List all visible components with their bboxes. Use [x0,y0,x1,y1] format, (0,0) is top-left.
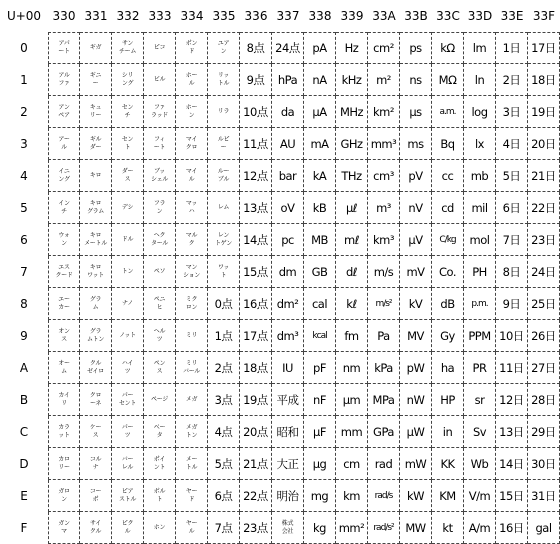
glyph-cell: pW [400,352,432,384]
glyph-cell: kΩ [432,32,464,64]
glyph-cell: μg [304,448,336,480]
glyph-cell: ホー ン [176,96,208,128]
row-header: F [20,521,28,535]
glyph-cell: ポイ ント [144,448,176,480]
glyph-cell: HP [432,384,464,416]
glyph-cell: 23日 [528,224,560,256]
glyph-cell: ファ ラッド [144,96,176,128]
glyph-cell: レム [208,192,240,224]
column-header: 333 [148,9,172,23]
glyph-cell: 13日 [496,416,528,448]
column-header: 33F [532,9,556,23]
glyph-cell: 株式 会社 [272,512,304,544]
glyph-cell: ヘク タール [144,224,176,256]
glyph-cell: ギニ ー [80,64,112,96]
glyph-cell: 8日 [496,256,528,288]
glyph-cell: ホー ル [176,64,208,96]
glyph-cell: 1点 [208,320,240,352]
glyph-cell: パー ツ [112,416,144,448]
glyph-cell: ペニ ヒ [144,288,176,320]
row-header: 2 [20,105,28,119]
row-header: 9 [20,329,28,343]
glyph-cell: 21日 [528,160,560,192]
glyph-cell: ポン ド [176,32,208,64]
glyph-cell: nm [336,352,368,384]
glyph-cell: 14点 [240,224,272,256]
glyph-cell: nF [304,384,336,416]
glyph-cell: ピア ストル [112,480,144,512]
glyph-cell: ペソ [144,256,176,288]
glyph-cell: キロ メートル [80,224,112,256]
glyph-cell: MV [400,320,432,352]
glyph-cell: 24日 [528,256,560,288]
glyph-cell: コル ナ [80,448,112,480]
glyph-cell: Gy [432,320,464,352]
column-header: 33E [500,9,524,23]
glyph-cell: 15点 [240,256,272,288]
glyph-cell: μℓ [336,192,368,224]
glyph-cell: 12日 [496,384,528,416]
glyph-cell: mV [400,256,432,288]
glyph-cell: ルー ブル [208,160,240,192]
glyph-cell: μV [400,224,432,256]
glyph-cell: dm³ [272,320,304,352]
glyph-cell: 5点 [208,448,240,480]
glyph-cell: ケー ス [80,416,112,448]
glyph-cell: クル ゼイロ [80,352,112,384]
glyph-cell: AU [272,128,304,160]
glyph-cell: ヤー ド [176,480,208,512]
row-header: C [19,425,29,439]
glyph-cell: Sv [464,416,496,448]
glyph-cell: cm³ [368,160,400,192]
glyph-cell: リラ [208,96,240,128]
glyph-cell: エス クード [48,256,80,288]
glyph-cell: メガ [176,384,208,416]
glyph-cell: mb [464,160,496,192]
glyph-cell: kcal [304,320,336,352]
glyph-cell: kt [432,512,464,544]
glyph-cell: シリ ング [112,64,144,96]
glyph-cell: セン チ [112,96,144,128]
glyph-cell: dm² [272,288,304,320]
glyph-cell: グラ ム [80,288,112,320]
glyph-cell: 13点 [240,192,272,224]
glyph-cell: mm³ [368,128,400,160]
corner-label: U+00 [6,9,42,23]
glyph-cell: μm [336,384,368,416]
glyph-cell: Wb [464,448,496,480]
glyph-cell: フラ ン [144,192,176,224]
glyph-cell: 平成 [272,384,304,416]
glyph-cell: ユア ン [208,32,240,64]
glyph-cell: pA [304,32,336,64]
glyph-cell: ダー ス [112,160,144,192]
glyph-cell: ヤー ル [176,512,208,544]
glyph-cell: nA [304,64,336,96]
row-header: 0 [20,41,28,55]
glyph-cell: dm [272,256,304,288]
glyph-cell: 16点 [240,288,272,320]
glyph-cell: 11点 [240,128,272,160]
glyph-cell: キュ リー [80,96,112,128]
glyph-cell: ms [400,128,432,160]
glyph-cell: kA [304,160,336,192]
glyph-cell: ウォ ン [48,224,80,256]
glyph-cell: 29日 [528,416,560,448]
glyph-cell: 14日 [496,448,528,480]
glyph-cell: mA [304,128,336,160]
glyph-cell: ページ [144,384,176,416]
glyph-cell: pc [272,224,304,256]
glyph-cell: rad/s² [368,512,400,544]
glyph-cell: 6日 [496,192,528,224]
glyph-cell: 27日 [528,352,560,384]
glyph-cell: 22点 [240,480,272,512]
glyph-cell: cm [336,448,368,480]
glyph-cell: KM [432,480,464,512]
glyph-cell: V/m [464,480,496,512]
glyph-cell: アル ファ [48,64,80,96]
glyph-cell: ln [464,64,496,96]
glyph-cell: カイ リ [48,384,80,416]
column-header: 335 [212,9,236,23]
row-header: 4 [20,169,28,183]
glyph-cell: GPa [368,416,400,448]
glyph-cell: pF [304,352,336,384]
glyph-cell: 9日 [496,288,528,320]
glyph-cell: サイ クル [80,512,112,544]
glyph-cell: fm [336,320,368,352]
glyph-cell: 19点 [240,384,272,416]
glyph-cell: bar [272,160,304,192]
column-header: 332 [116,9,140,23]
glyph-cell: 12点 [240,160,272,192]
glyph-cell: hPa [272,64,304,96]
glyph-cell: グラ ムトン [80,320,112,352]
glyph-cell: 11日 [496,352,528,384]
glyph-cell: in [432,416,464,448]
glyph-cell: 26日 [528,320,560,352]
glyph-cell: ブッ シェル [144,160,176,192]
row-header: 8 [20,297,28,311]
glyph-cell: m/s² [368,288,400,320]
column-header: 33D [467,9,493,23]
glyph-cell: ルピ ー [208,128,240,160]
glyph-cell: トン [112,256,144,288]
glyph-cell: lm [464,32,496,64]
glyph-cell: コー ポ [80,480,112,512]
glyph-cell: m³ [368,192,400,224]
glyph-cell: a.m. [432,96,464,128]
glyph-cell: sr [464,384,496,416]
glyph-cell: 22日 [528,192,560,224]
column-header: 331 [84,9,108,23]
column-header: 334 [180,9,204,23]
glyph-cell: ガン マ [48,512,80,544]
glyph-cell: kg [304,512,336,544]
row-header: 6 [20,233,28,247]
glyph-cell: GHz [336,128,368,160]
glyph-cell: μW [400,416,432,448]
glyph-cell: マン ション [176,256,208,288]
glyph-cell: PPM [464,320,496,352]
glyph-cell: サン チーム [112,32,144,64]
glyph-cell: ns [400,64,432,96]
glyph-cell: 7点 [208,512,240,544]
glyph-cell: km [336,480,368,512]
glyph-cell: 10日 [496,320,528,352]
glyph-cell: 5日 [496,160,528,192]
glyph-cell: ガロ ン [48,480,80,512]
glyph-cell: μs [400,96,432,128]
glyph-cell: ギル ダー [80,128,112,160]
glyph-cell: 25日 [528,288,560,320]
glyph-cell: マイ ル [176,160,208,192]
glyph-cell: IU [272,352,304,384]
glyph-cell: 20日 [528,128,560,160]
glyph-cell: アパ ート [48,32,80,64]
glyph-cell: PH [464,256,496,288]
glyph-cell: kPa [368,352,400,384]
glyph-cell: 大正 [272,448,304,480]
glyph-cell: マル ク [176,224,208,256]
glyph-cell: dB [432,288,464,320]
glyph-cell: 28日 [528,384,560,416]
glyph-cell: 24点 [272,32,304,64]
glyph-cell: kB [304,192,336,224]
glyph-cell: Pa [368,320,400,352]
glyph-cell: rad/s [368,480,400,512]
glyph-cell: 昭和 [272,416,304,448]
glyph-cell: mg [304,480,336,512]
glyph-cell: mol [464,224,496,256]
glyph-cell: PR [464,352,496,384]
glyph-cell: kW [400,480,432,512]
glyph-cell: フィ ート [144,128,176,160]
glyph-cell: MPa [368,384,400,416]
glyph-cell: m² [368,64,400,96]
glyph-cell: ミリ [176,320,208,352]
glyph-cell: リッ トル [208,64,240,96]
glyph-cell: 2日 [496,64,528,96]
glyph-cell: gal [528,512,560,544]
glyph-cell: ha [432,352,464,384]
glyph-cell: nW [400,384,432,416]
glyph-cell: Co. [432,256,464,288]
glyph-cell: dℓ [336,256,368,288]
glyph-cell: 9点 [240,64,272,96]
glyph-cell: kHz [336,64,368,96]
glyph-cell: lx [464,128,496,160]
glyph-cell: MW [400,512,432,544]
glyph-cell: 0点 [208,288,240,320]
glyph-cell: ナノ [112,288,144,320]
glyph-cell: GB [304,256,336,288]
glyph-cell: メガ トン [176,416,208,448]
column-header: 338 [308,9,332,23]
glyph-cell: nV [400,192,432,224]
glyph-cell: 4日 [496,128,528,160]
glyph-cell: 3点 [208,384,240,416]
glyph-cell: ペン ス [144,352,176,384]
glyph-cell: 21点 [240,448,272,480]
glyph-cell: ハイ ツ [112,352,144,384]
glyph-cell: 30日 [528,448,560,480]
glyph-cell: 4点 [208,416,240,448]
glyph-cell: マッ ハ [176,192,208,224]
glyph-cell: da [272,96,304,128]
glyph-cell: 31日 [528,480,560,512]
row-header: 3 [20,137,28,151]
glyph-cell: キロ ワット [80,256,112,288]
glyph-cell: パー セント [112,384,144,416]
row-header: 7 [20,265,28,279]
glyph-cell: kV [400,288,432,320]
glyph-cell: ps [400,32,432,64]
glyph-cell: MΩ [432,64,464,96]
glyph-cell: 2点 [208,352,240,384]
glyph-cell: A/m [464,512,496,544]
glyph-cell: log [464,96,496,128]
glyph-cell: THz [336,160,368,192]
glyph-cell: カロ リー [48,448,80,480]
glyph-cell: 明治 [272,480,304,512]
glyph-cell: 20点 [240,416,272,448]
glyph-cell: mm [336,416,368,448]
glyph-cell: 15日 [496,480,528,512]
glyph-cell: ベー タ [144,416,176,448]
glyph-cell: バー レル [112,448,144,480]
glyph-cell: MB [304,224,336,256]
glyph-cell: ワッ ト [208,256,240,288]
glyph-cell: cc [432,160,464,192]
glyph-cell: 19日 [528,96,560,128]
glyph-cell: キロ [80,160,112,192]
glyph-cell: セン ト [112,128,144,160]
row-header: A [19,361,29,375]
glyph-cell: 18日 [528,64,560,96]
glyph-cell: m/s [368,256,400,288]
glyph-cell: ヘル ツ [144,320,176,352]
glyph-cell: cal [304,288,336,320]
glyph-cell: 8点 [240,32,272,64]
glyph-cell: MHz [336,96,368,128]
column-header: 336 [244,9,268,23]
glyph-cell: μF [304,416,336,448]
glyph-cell: mW [400,448,432,480]
column-header: 339 [340,9,364,23]
glyph-cell: km³ [368,224,400,256]
glyph-cell: μA [304,96,336,128]
glyph-cell: イニ ング [48,160,80,192]
glyph-cell: キロ グラム [80,192,112,224]
glyph-cell: km² [368,96,400,128]
glyph-cell: 3日 [496,96,528,128]
glyph-cell: クロ ーネ [80,384,112,416]
column-header: 33A [372,9,396,23]
glyph-cell: 16日 [496,512,528,544]
glyph-cell: エー カー [48,288,80,320]
glyph-cell: アン ペア [48,96,80,128]
row-header: 1 [20,73,28,87]
glyph-cell: ミリ バール [176,352,208,384]
glyph-cell: カラ ット [48,416,80,448]
column-header: 337 [276,9,300,23]
glyph-cell: マイ クロ [176,128,208,160]
glyph-cell: メー トル [176,448,208,480]
glyph-cell: 6点 [208,480,240,512]
glyph-cell: デシ [112,192,144,224]
glyph-cell: 1日 [496,32,528,64]
glyph-cell: レン トゲン [208,224,240,256]
glyph-cell: 17日 [528,32,560,64]
glyph-cell: ミク ロン [176,288,208,320]
glyph-cell: Bq [432,128,464,160]
glyph-cell: ノット [112,320,144,352]
glyph-cell: rad [368,448,400,480]
glyph-cell: ホン [144,512,176,544]
row-header: E [20,489,28,503]
glyph-cell: oV [272,192,304,224]
glyph-cell: cd [432,192,464,224]
column-header: 33C [436,9,460,23]
glyph-cell: ドル [112,224,144,256]
glyph-cell: mil [464,192,496,224]
glyph-cell: オン ス [48,320,80,352]
glyph-cell: ギガ [80,32,112,64]
glyph-cell: ビル [144,64,176,96]
glyph-cell: 10点 [240,96,272,128]
glyph-cell: オー ム [48,352,80,384]
glyph-cell: ボル ト [144,480,176,512]
glyph-cell: p.m. [464,288,496,320]
glyph-cell: ピク ル [112,512,144,544]
glyph-cell: 17点 [240,320,272,352]
glyph-cell: mm² [336,512,368,544]
glyph-cell: kℓ [336,288,368,320]
glyph-cell: KK [432,448,464,480]
glyph-cell: mℓ [336,224,368,256]
glyph-cell: 18点 [240,352,272,384]
glyph-cell: アー ル [48,128,80,160]
glyph-cell: イン チ [48,192,80,224]
glyph-cell: cm² [368,32,400,64]
glyph-cell: pV [400,160,432,192]
column-header: 330 [52,9,76,23]
glyph-cell: ピコ [144,32,176,64]
row-header: 5 [20,201,28,215]
glyph-cell: 7日 [496,224,528,256]
row-header: B [19,393,29,407]
row-header: D [19,457,29,471]
glyph-cell: Hz [336,32,368,64]
glyph-cell: C/kg [432,224,464,256]
glyph-cell: 23点 [240,512,272,544]
column-header: 33B [404,9,428,23]
